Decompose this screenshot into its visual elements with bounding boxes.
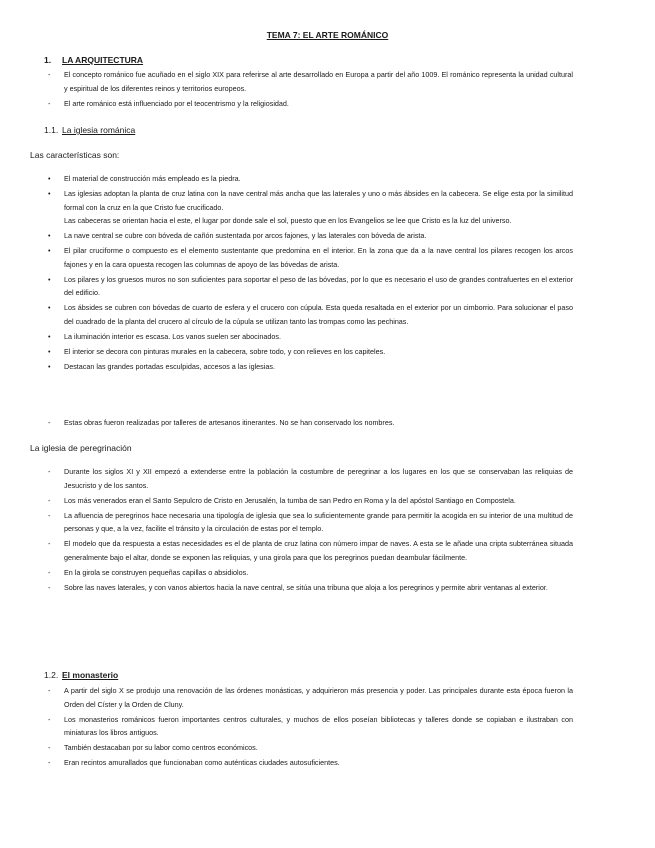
- subsection-heading-monasterio: [44, 670, 118, 680]
- characteristics-intro: Las características son:: [30, 150, 120, 160]
- list-item: - Estas obras fueron realizadas por talleres de artesanos itinerantes. No se han conservado los nombres.: [48, 416, 573, 430]
- list-item: - Eran recintos amurallados que funcionaban como auténticas ciudades autosuficientes.: [48, 756, 573, 770]
- list-item: • El pilar cruciforme o compuesto es el elemento sustentante que predomina en el interior. En la zona que da a la nave central los pilares recogen los arcos fajones y en la cara opuesta recogen las columnas de apoyo de las bóvedas de arista.: [48, 244, 573, 271]
- list-item: - Sobre las naves laterales, y con vanos abiertos hacia la nave central, se sitúa una tribuna que aloja a los peregrinos y permite abrir ventanas al exterior.: [48, 581, 573, 595]
- list-item: • Destacan las grandes portadas esculpidas, accesos a las iglesias.: [48, 360, 573, 374]
- list-item: • Los pilares y los gruesos muros no son suficientes para soportar el peso de las bóvedas, por lo que es necesario el uso de grandes contrafuertes en el exterior del edificio.: [48, 273, 573, 300]
- list-item: • El material de construcción más empleado es la piedra.: [48, 172, 573, 186]
- list-item: - El arte románico está influenciado por el teocentrismo y la religiosidad.: [48, 97, 573, 111]
- monasterio-list: [48, 684, 573, 771]
- list-item: - Los monasterios románicos fueron importantes centros culturales, y muchos de ellos poseían bibliotecas y talleres donde se copiaban e ilustraban con miniaturas los libros antiguos.: [48, 713, 573, 740]
- list-item: - El modelo que da respuesta a estas necesidades es el de planta de cruz latina con número impar de naves. A esta se le añade una cripta subterránea situada generalmente bajo el altar, donde se exponen las reliquias, y una girola para que los peregrinos puedan deambular fácilmente.: [48, 537, 573, 564]
- list-item: • La iluminación interior es escasa. Los vanos suelen ser abocinados.: [48, 330, 573, 344]
- subsection-title: La iglesia románica: [62, 125, 136, 135]
- page-title: TEMA 7: EL ARTE ROMÁNICO: [266, 30, 389, 40]
- list-item: - Durante los siglos XI y XII empezó a extenderse entre la población la costumbre de peregrinar a los lugares en los que se conservaban las reliquias de Jesucristo y de los santos.: [48, 465, 573, 492]
- section-number: 1.: [44, 55, 52, 65]
- list-item: - Los más venerados eran el Santo Sepulcro de Cristo en Jerusalén, la tumba de san Pedro en Roma y la del apóstol Santiago en Compostela.: [48, 494, 573, 508]
- subsection-number: 1.1.: [44, 125, 59, 135]
- list-item: - En la girola se construyen pequeñas capillas o absidiolos.: [48, 566, 573, 580]
- list-item: - A partir del siglo X se produjo una renovación de las órdenes monásticas, y adquirieron más presencia y poder. Las principales durante esta época fueron la Orden del Císter y la Orden de Cluny.: [48, 684, 573, 711]
- list-item: • Los ábsides se cubren con bóvedas de cuarto de esfera y el crucero con cúpula. Esta queda resaltada en el exterior por un cimborrio. Para solucionar el paso del cuadrado de la planta del crucero al círculo de la cúpula se utilizan tanto las trompas como las pechinas.: [48, 301, 573, 328]
- section-heading-arquitectura: [44, 55, 143, 65]
- characteristics-list: [48, 172, 573, 375]
- list-item: - La afluencia de peregrinos hace necesaria una tipología de iglesia que sea lo suficientemente grande para permitir la acogida en su interior de una multitud de personas y que, a la vez, facilite el tránsito y la circulación de estas por el templo.: [48, 509, 573, 536]
- arquitectura-list: [48, 68, 573, 112]
- list-item: - El concepto románico fue acuñado en el siglo XIX para referirse al arte desarrollado en Europa a partir del año 1009. El románico representa la unidad cultural y espiritual de los diferentes reinos y territorios europeos.: [48, 68, 573, 95]
- section-title: LA ARQUITECTURA: [62, 55, 144, 65]
- pilgrimage-list: [48, 465, 573, 596]
- artisans-note: [48, 416, 573, 431]
- list-item: - También destacaban por su labor como centros económicos.: [48, 741, 573, 755]
- pilgrimage-heading: La iglesia de peregrinación: [30, 443, 132, 453]
- subsection-title: El monasterio: [62, 670, 119, 680]
- list-item: • La nave central se cubre con bóveda de cañón sustentada por arcos fajones, y las laterales con bóveda de arista.: [48, 229, 573, 243]
- list-item: • Las iglesias adoptan la planta de cruz latina con la nave central más ancha que las laterales y uno o más ábsides en la cabecera. Se elige esta por la similitud formal con la cruz en la que Cristo fue crucificado. Las cabeceras se orientan hacia el este, el lugar por donde sale el sol, puesto que en los Evangelios se lee que Cristo es la luz del universo.: [48, 187, 573, 228]
- subsection-number: 1.2.: [44, 670, 59, 680]
- list-item: • El interior se decora con pinturas murales en la cabecera, sobre todo, y con relieves en los capiteles.: [48, 345, 573, 359]
- subsection-heading-iglesia-romanica: [44, 125, 135, 135]
